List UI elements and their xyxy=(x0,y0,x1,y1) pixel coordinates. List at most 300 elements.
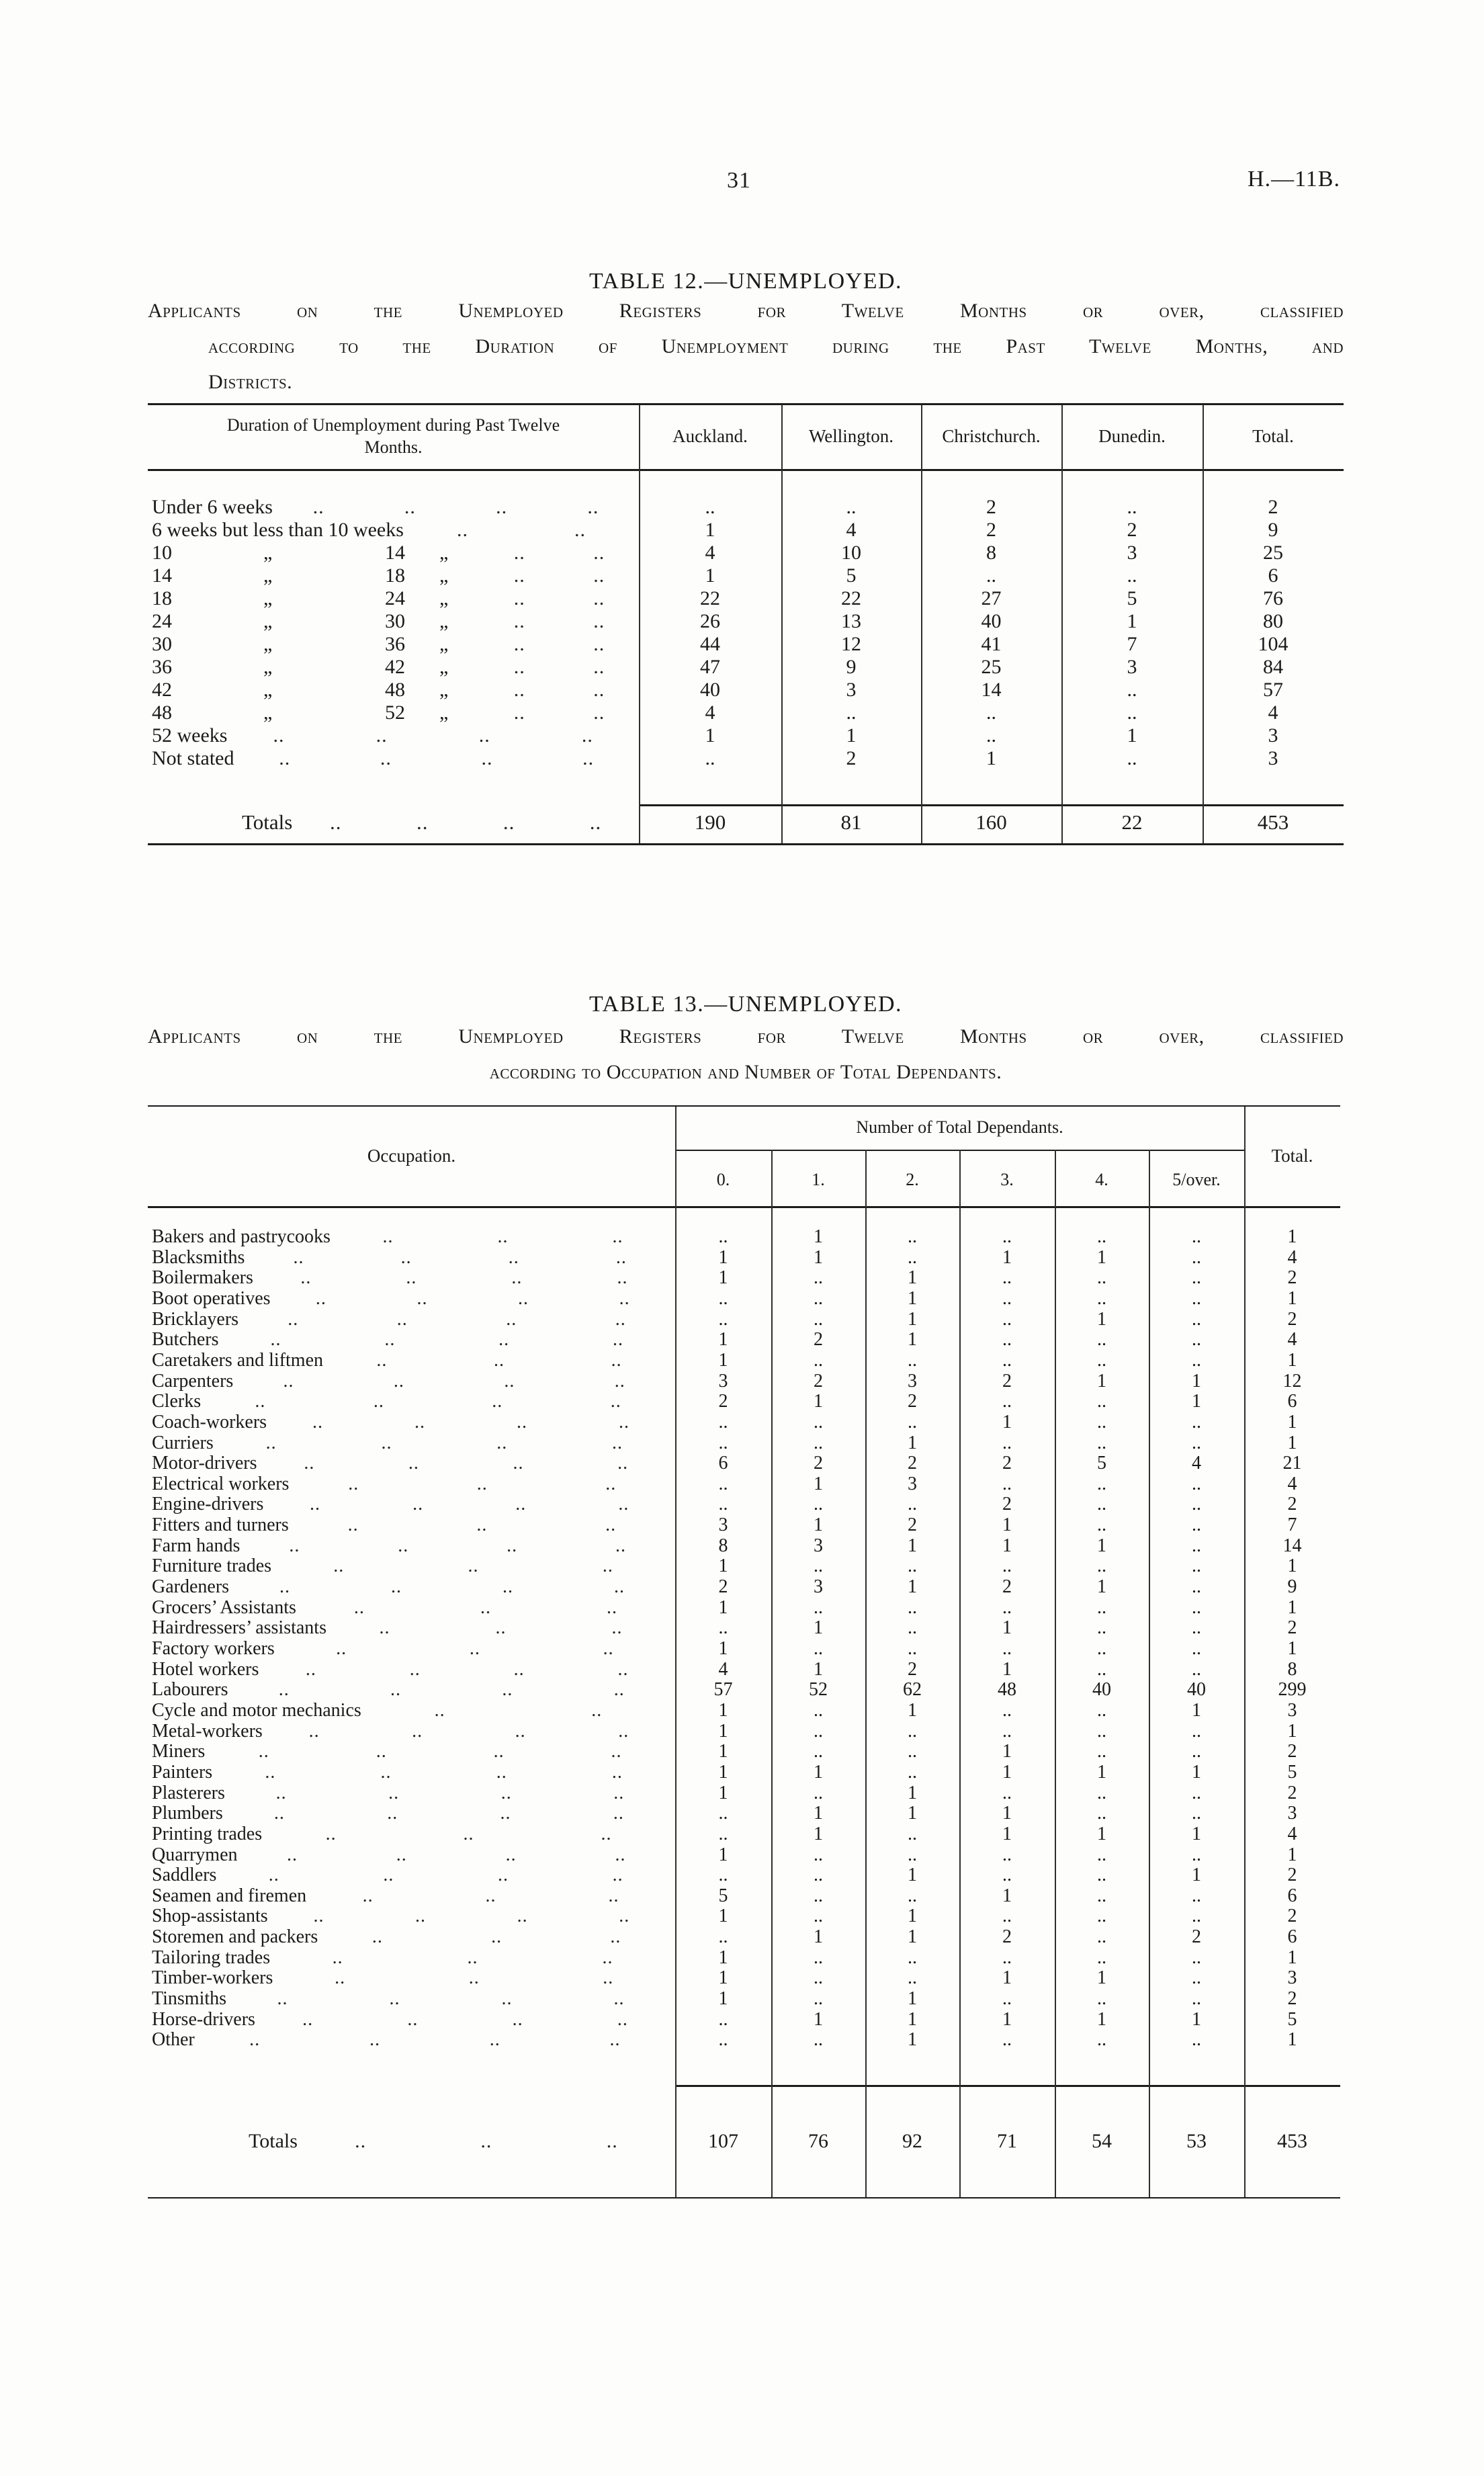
dot-leader: .. xyxy=(382,1227,394,1247)
dot-leader: .. xyxy=(619,1288,630,1309)
ditto-mark: „ xyxy=(263,587,273,609)
data-cell: 4 xyxy=(1287,1473,1297,1494)
data-cell: 1 xyxy=(1287,1411,1297,1433)
data-cell: .. xyxy=(1002,1596,1012,1618)
dot-leader: .. xyxy=(416,810,429,834)
data-cell: .. xyxy=(1002,2029,1012,2051)
totals-cell: 160 xyxy=(975,810,1007,834)
dot-leader: .. xyxy=(507,1535,518,1556)
dot-leader: .. xyxy=(611,1350,622,1371)
dot-leader: .. xyxy=(275,1783,287,1803)
table13-row xyxy=(148,1248,1340,1268)
row-label xyxy=(148,724,639,747)
data-cell: 4 xyxy=(1192,1453,1201,1474)
dot-leader: .. xyxy=(606,2130,618,2152)
data-cell: .. xyxy=(1097,1906,1106,1927)
data-cell: .. xyxy=(814,1844,823,1865)
ditto-mark: „ xyxy=(263,679,273,701)
table12-row xyxy=(148,542,1344,564)
dot-leader: .. xyxy=(617,1453,629,1474)
dot-leader: .. xyxy=(478,724,490,746)
duration-value: 48 xyxy=(152,701,172,724)
dot-leaders xyxy=(298,2130,675,2153)
data-cell: 1 xyxy=(718,1906,728,1927)
dot-leader: .. xyxy=(481,747,493,769)
table13-row xyxy=(148,1536,1340,1556)
data-cell: 80 xyxy=(1263,610,1283,632)
data-cell: .. xyxy=(1097,1473,1106,1494)
dot-leaders xyxy=(257,1453,675,1474)
data-cell: .. xyxy=(1097,1391,1106,1412)
dot-leader: .. xyxy=(463,1824,474,1844)
table12-row xyxy=(148,496,1344,519)
data-cell: .. xyxy=(1002,1473,1012,1494)
dot-leader: .. xyxy=(309,1494,320,1515)
data-cell: 3 xyxy=(1268,747,1278,769)
dot-leader: .. xyxy=(617,2009,628,2030)
data-cell: .. xyxy=(1002,1844,1012,1865)
data-cell: 1 xyxy=(814,1514,823,1536)
table13-row xyxy=(148,1639,1340,1659)
table12-stub-header-line: Months. xyxy=(364,437,423,457)
data-cell: 6 xyxy=(1287,1926,1297,1948)
data-cell: 5 xyxy=(1287,1761,1297,1783)
row-label xyxy=(148,1453,675,1474)
table13-stub-header: Occupation. xyxy=(367,1146,456,1166)
row-label xyxy=(148,1927,675,1947)
data-cell: 1 xyxy=(908,1782,917,1803)
data-cell: .. xyxy=(1192,1246,1201,1268)
dot-leader: .. xyxy=(513,656,525,678)
row-label xyxy=(148,1618,675,1638)
table13-row xyxy=(148,1803,1340,1824)
data-cell: 1 xyxy=(908,1267,917,1289)
data-cell: 1 xyxy=(1097,1370,1106,1392)
data-cell: 1 xyxy=(718,1267,728,1289)
row-label xyxy=(148,587,639,610)
data-cell: .. xyxy=(1192,1329,1201,1351)
dot-leader: .. xyxy=(289,1535,300,1556)
data-cell: 1 xyxy=(1097,2008,1106,2030)
dot-leader: .. xyxy=(279,747,291,769)
dot-leader: .. xyxy=(593,542,605,564)
dot-leaders xyxy=(404,519,639,542)
ditto-mark: „ xyxy=(263,564,273,587)
dot-leader: .. xyxy=(362,1885,374,1906)
data-cell: 104 xyxy=(1258,633,1289,655)
dot-leader: .. xyxy=(476,1515,488,1536)
data-cell: .. xyxy=(1097,1638,1106,1659)
occupation-label: Labourers xyxy=(152,1680,228,1701)
row-label xyxy=(148,1536,675,1556)
data-cell: .. xyxy=(1097,1494,1106,1515)
dot-leader: .. xyxy=(496,1433,508,1453)
data-cell: .. xyxy=(1097,1720,1106,1742)
data-cell: .. xyxy=(1097,1741,1106,1762)
data-cell: 2 xyxy=(1287,1308,1297,1330)
dot-leader: .. xyxy=(469,1639,480,1659)
dot-leaders xyxy=(318,1927,675,1947)
data-cell: .. xyxy=(1002,1782,1012,1803)
table12-row xyxy=(148,656,1344,679)
dot-leader: .. xyxy=(480,1597,491,1618)
table13-row xyxy=(148,1577,1340,1597)
data-cell: 1 xyxy=(814,1473,823,1494)
occupation-label: Seamen and firemen xyxy=(152,1885,307,1906)
data-cell: 57 xyxy=(1263,679,1283,701)
data-cell: 1 xyxy=(705,564,715,587)
occupation-label: Plumbers xyxy=(152,1803,223,1824)
data-cell: 2 xyxy=(814,1453,823,1474)
dot-leaders xyxy=(263,1721,675,1742)
document-reference: H.—11B. xyxy=(1248,167,1340,191)
totals-cell: 453 xyxy=(1277,2130,1307,2152)
totals-cell: 107 xyxy=(708,2130,738,2152)
table12-column-header-total: Total. xyxy=(1252,426,1294,446)
data-cell: 2 xyxy=(1002,1453,1012,1474)
data-cell: .. xyxy=(1097,1658,1106,1680)
table12-row xyxy=(148,701,1344,724)
dot-leader: .. xyxy=(379,1618,390,1639)
ditto-mark: „ xyxy=(439,587,449,609)
dot-leader: .. xyxy=(388,1783,400,1803)
data-cell: .. xyxy=(1097,1617,1106,1639)
dot-leader: .. xyxy=(456,519,468,541)
data-cell: .. xyxy=(814,1432,823,1453)
data-cell: 2 xyxy=(1287,1988,1297,2010)
dot-leader: .. xyxy=(408,1453,419,1474)
table13-row xyxy=(148,1660,1340,1680)
data-cell: 1 xyxy=(1287,1432,1297,1453)
data-cell: .. xyxy=(705,747,715,769)
data-cell: 3 xyxy=(908,1473,917,1494)
ditto-mark: „ xyxy=(263,610,273,632)
totals-cell: 71 xyxy=(997,2130,1017,2152)
duration-value: 30 xyxy=(385,610,405,632)
data-cell: .. xyxy=(814,1555,823,1577)
data-cell: .. xyxy=(908,1741,917,1762)
dot-leader: .. xyxy=(336,1639,347,1659)
data-cell: 1 xyxy=(1097,1823,1106,1844)
dot-leader: .. xyxy=(494,1350,505,1371)
table12-subtitle-line: according to the Duration of Unemployment during the Past Twelve Months, and xyxy=(208,335,1344,357)
row-label xyxy=(148,1392,675,1412)
data-cell: 1 xyxy=(1002,1514,1012,1536)
ditto-mark: „ xyxy=(439,564,449,587)
data-cell: .. xyxy=(814,1967,823,1989)
totals-cell: 453 xyxy=(1257,810,1289,834)
row-label xyxy=(148,1762,675,1783)
occupation-label: Tailoring trades xyxy=(152,1947,271,1968)
data-cell: .. xyxy=(718,1473,728,1494)
dot-leader: .. xyxy=(617,1268,628,1289)
data-cell: .. xyxy=(1192,1638,1201,1659)
data-cell: .. xyxy=(1127,701,1137,724)
dot-leader: .. xyxy=(513,1659,525,1680)
data-cell: 1 xyxy=(1097,1246,1106,1268)
duration-label: 6 weeks but less than 10 weeks xyxy=(152,519,404,541)
dot-leader: .. xyxy=(279,1577,291,1598)
data-cell: 1 xyxy=(908,1329,917,1351)
table13-row xyxy=(148,2030,1340,2050)
data-cell: 1 xyxy=(1097,1967,1106,1989)
dot-leader: .. xyxy=(502,1680,513,1701)
dot-leader: .. xyxy=(503,810,515,834)
occupation-label: Shop-assistants xyxy=(152,1906,268,1927)
dot-leader: .. xyxy=(503,1577,514,1598)
occupation-label: Miners xyxy=(152,1742,206,1762)
table13-row xyxy=(148,1289,1340,1309)
data-cell: .. xyxy=(1097,1782,1106,1803)
row-label xyxy=(148,701,639,724)
dot-leaders xyxy=(323,1351,675,1371)
row-label xyxy=(148,1968,675,1988)
dot-leader: .. xyxy=(574,519,586,541)
dot-leader: .. xyxy=(476,1474,488,1494)
data-cell: 14 xyxy=(981,679,1002,701)
data-cell: 1 xyxy=(814,1761,823,1783)
dot-leader: .. xyxy=(613,1989,625,2010)
dot-leader: .. xyxy=(513,633,525,655)
dot-leader: .. xyxy=(412,1721,423,1742)
table13-totals-row xyxy=(148,2127,1340,2155)
data-cell: 1 xyxy=(718,1720,728,1742)
data-cell: 7 xyxy=(1287,1514,1297,1536)
data-cell: 9 xyxy=(1287,1576,1297,1598)
data-cell: 1 xyxy=(1287,1947,1297,1968)
dot-leader: .. xyxy=(614,1577,625,1598)
table13-row xyxy=(148,1783,1340,1803)
data-cell: .. xyxy=(1127,496,1137,518)
dot-leader: .. xyxy=(390,1680,402,1701)
data-cell: 2 xyxy=(1287,1782,1297,1803)
dot-leader: .. xyxy=(278,1680,290,1701)
data-cell: .. xyxy=(814,1308,823,1330)
dot-leader: .. xyxy=(615,1247,627,1268)
ditto-mark: „ xyxy=(439,656,449,678)
data-cell: .. xyxy=(718,1287,728,1309)
table13-row xyxy=(148,1742,1340,1762)
data-cell: .. xyxy=(814,1494,823,1515)
data-cell: .. xyxy=(718,1226,728,1247)
data-cell: .. xyxy=(986,701,996,724)
table13-row xyxy=(148,1515,1340,1535)
totals-label: Totals xyxy=(249,2130,298,2152)
data-cell: .. xyxy=(1192,1473,1201,1494)
data-cell: 48 xyxy=(998,1679,1016,1701)
dot-leader: .. xyxy=(593,587,605,609)
data-cell: .. xyxy=(1192,1844,1201,1865)
data-cell: 1 xyxy=(986,747,996,769)
data-cell: .. xyxy=(814,1782,823,1803)
data-cell: 40 xyxy=(1092,1679,1111,1701)
data-cell: .. xyxy=(1192,1555,1201,1577)
table13 xyxy=(148,1105,1340,2199)
data-cell: .. xyxy=(1097,1988,1106,2010)
occupation-label: Hairdressers’ assistants xyxy=(152,1618,326,1639)
dot-leader: .. xyxy=(614,1371,625,1392)
dot-leader: .. xyxy=(325,1824,337,1844)
data-cell: 1 xyxy=(1127,610,1137,632)
occupation-label: Coach-workers xyxy=(152,1412,267,1433)
dot-leader: .. xyxy=(333,1556,345,1577)
dot-leader: .. xyxy=(512,2009,523,2030)
data-cell: 1 xyxy=(718,1947,728,1968)
occupation-label: Carpenters xyxy=(152,1371,234,1392)
ditto-mark: „ xyxy=(263,633,273,655)
data-cell: .. xyxy=(1097,1865,1106,1886)
data-cell: .. xyxy=(1002,1308,1012,1330)
data-cell: 27 xyxy=(981,587,1002,609)
dot-leaders xyxy=(296,1598,675,1618)
data-cell: 2 xyxy=(814,1329,823,1351)
data-cell: 3 xyxy=(846,679,857,701)
dot-leader: .. xyxy=(489,2030,500,2051)
row-label xyxy=(148,1494,675,1514)
dot-leader: .. xyxy=(348,1474,359,1494)
dot-leader: .. xyxy=(315,1288,326,1309)
table13-subtitle-line: according to Occupation and Number of Total Dependants. xyxy=(489,1061,1002,1083)
data-cell: 1 xyxy=(1002,1761,1012,1783)
data-cell: 2 xyxy=(1287,1617,1297,1639)
table12-column-header-wellington: Wellington. xyxy=(808,426,894,446)
table13-row xyxy=(148,2010,1340,2030)
data-cell: 1 xyxy=(814,1617,823,1639)
data-cell: .. xyxy=(908,1720,917,1742)
dot-leader: .. xyxy=(258,1742,269,1762)
data-cell: .. xyxy=(814,1865,823,1886)
dot-leader: .. xyxy=(609,2030,621,2051)
duration-value: 10 xyxy=(152,542,172,564)
dot-leader: .. xyxy=(498,1330,510,1351)
dot-leader: .. xyxy=(615,1309,626,1330)
data-cell: .. xyxy=(814,1885,823,1906)
dot-leader: .. xyxy=(511,1268,523,1289)
dot-leader: .. xyxy=(406,1268,417,1289)
data-cell: .. xyxy=(908,1844,917,1865)
table13-row xyxy=(148,1474,1340,1494)
data-cell: .. xyxy=(908,1761,917,1783)
data-cell: 2 xyxy=(986,496,996,518)
dot-leaders xyxy=(227,724,639,747)
row-label xyxy=(148,1845,675,1865)
dot-leader: .. xyxy=(304,1453,315,1474)
data-cell: .. xyxy=(718,2029,728,2051)
dot-leader: .. xyxy=(312,496,324,518)
data-cell: 1 xyxy=(1002,1885,1012,1906)
data-cell: .. xyxy=(1192,1967,1201,1989)
table12-subtitle-line: Districts. xyxy=(208,371,293,393)
data-cell: 1 xyxy=(814,1226,823,1247)
data-cell: .. xyxy=(814,1349,823,1371)
data-cell: .. xyxy=(1002,1720,1012,1742)
occupation-label: Electrical workers xyxy=(152,1474,290,1494)
row-label xyxy=(148,1248,675,1268)
row-label xyxy=(148,1721,675,1742)
data-cell: 1 xyxy=(1192,1391,1201,1412)
dot-leader: .. xyxy=(400,1247,412,1268)
table13-row xyxy=(148,1433,1340,1453)
data-cell: 1 xyxy=(908,1287,917,1309)
data-cell: 4 xyxy=(705,542,715,564)
dot-leader: .. xyxy=(313,1906,324,1927)
horizontal-rule xyxy=(148,2197,1340,2198)
dot-leader: .. xyxy=(603,1968,614,1989)
dot-leader: .. xyxy=(513,610,525,632)
occupation-label: Printing trades xyxy=(152,1824,263,1844)
data-cell: 7 xyxy=(1127,633,1137,655)
data-cell: 9 xyxy=(846,656,857,678)
totals-cell: 190 xyxy=(694,810,726,834)
occupation-label: Clerks xyxy=(152,1392,202,1412)
dot-leaders xyxy=(195,2030,675,2050)
page-number: 31 xyxy=(727,168,751,193)
occupation-label: Cycle and motor mechanics xyxy=(152,1700,361,1721)
row-label xyxy=(148,1330,675,1350)
dot-leader: .. xyxy=(495,1618,507,1639)
dot-leaders xyxy=(226,1989,675,2009)
occupation-label: Gardeners xyxy=(152,1577,230,1598)
table12-totals-row xyxy=(148,807,1344,838)
data-cell: .. xyxy=(814,1596,823,1618)
data-cell: .. xyxy=(1192,1308,1201,1330)
data-cell: .. xyxy=(1002,1638,1012,1659)
data-cell: 3 xyxy=(1127,656,1137,678)
data-cell: 40 xyxy=(700,679,720,701)
data-cell: .. xyxy=(908,1596,917,1618)
table13-subtitle-line: Applicants on the Unemployed Registers for Twelve Months or over, classified xyxy=(148,1025,1344,1048)
table12-row xyxy=(148,519,1344,542)
occupation-label: Saddlers xyxy=(152,1865,217,1886)
dot-leader: .. xyxy=(593,633,605,655)
row-label xyxy=(148,1412,675,1433)
data-cell: .. xyxy=(1097,1885,1106,1906)
dot-leader: .. xyxy=(611,1618,623,1639)
dot-leader: .. xyxy=(283,1371,294,1392)
dot-leader: .. xyxy=(396,1309,408,1330)
occupation-label: Blacksmiths xyxy=(152,1247,245,1268)
data-cell: 1 xyxy=(1192,1865,1201,1886)
occupation-label: Grocers’ Assistants xyxy=(152,1597,296,1618)
data-cell: 2 xyxy=(1287,1267,1297,1289)
dot-leader: .. xyxy=(492,1392,503,1412)
dot-leader: .. xyxy=(265,1762,276,1783)
row-label xyxy=(148,1948,675,1968)
data-cell: 2 xyxy=(1002,1494,1012,1515)
data-cell: .. xyxy=(1192,1988,1201,2010)
data-cell: 5 xyxy=(1097,1453,1106,1474)
data-cell: .. xyxy=(1097,1349,1106,1371)
dot-leader: .. xyxy=(373,1392,384,1412)
data-cell: .. xyxy=(1097,1596,1106,1618)
dot-leader: .. xyxy=(593,656,605,678)
dot-leaders xyxy=(271,1556,675,1576)
dot-leader: .. xyxy=(270,1330,281,1351)
data-cell: 1 xyxy=(718,1329,728,1351)
row-label xyxy=(148,542,639,564)
data-cell: 1 xyxy=(718,1844,728,1865)
table12-stub-header-line: Duration of Unemployment during Past Twelve xyxy=(226,415,560,435)
data-cell: 299 xyxy=(1278,1679,1307,1701)
dot-leader: .. xyxy=(611,1742,622,1762)
table13-row xyxy=(148,1886,1340,1906)
dot-leaders xyxy=(480,587,639,610)
table12-row xyxy=(148,610,1344,633)
dot-leaders xyxy=(263,1494,675,1514)
dot-leaders xyxy=(480,564,639,587)
horizontal-rule xyxy=(148,843,1344,845)
dot-leader: .. xyxy=(593,679,605,701)
